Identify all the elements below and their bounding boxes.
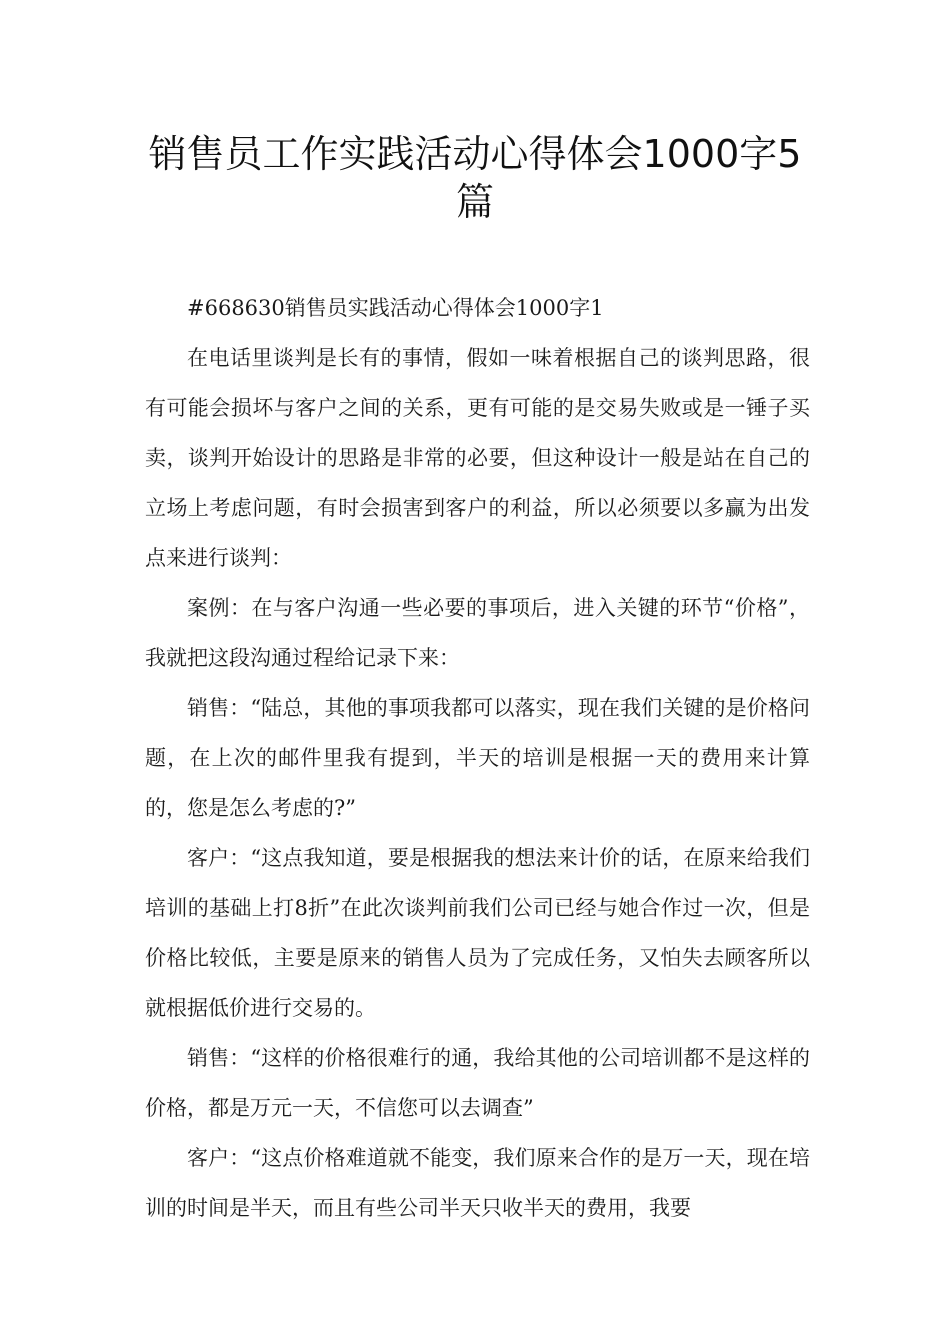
document-body <box>145 283 810 1233</box>
body-paragraph: 在电话里谈判是长有的事情，假如一味着根据自己的谈判思路，很有可能会损坏与客户之间的关系，更有可能的是交易失败或是一锤子买卖，谈判开始设计的思路是非常的必要，但这种设计一般是站在自己的立场上考虑问题，有时会损害到客户的利益，所以必须要以多赢为出发点来进行谈判： <box>145 346 810 570</box>
body-paragraph: 案例：在与客户沟通一些必要的事项后，进入关键的环节“价格”，我就把这段沟通过程给记录下来： <box>145 596 810 670</box>
title-line-2: 篇 <box>455 180 494 224</box>
body-paragraph: 销售：“这样的价格很难行的通，我给其他的公司培训都不是这样的价格，都是万元一天，不信您可以去调查” <box>145 1046 810 1120</box>
title-line-1: 销售员工作实践活动心得体会1000字5 <box>148 132 802 176</box>
document-title <box>120 130 830 226</box>
body-paragraph: 客户：“这点我知道，要是根据我的想法来计价的话，在原来给我们培训的基础上打8折”在此次谈判前我们公司已经与她合作过一次，但是价格比较低，主要是原来的销售人员为了完成任务，又怕失去顾客所以就根据低价进行交易的。 <box>145 846 810 1020</box>
body-paragraph: 客户：“这点价格难道就不能变，我们原来合作的是万一天，现在培训的时间是半天，而且有些公司半天只收半天的费用，我要 <box>145 1146 810 1220</box>
section-heading: #668630销售员实践活动心得体会1000字1 <box>187 296 604 320</box>
body-paragraph: 销售：“陆总，其他的事项我都可以落实，现在我们关键的是价格问题，在上次的邮件里我有提到，半天的培训是根据一天的费用来计算的，您是怎么考虑的?” <box>145 696 810 820</box>
